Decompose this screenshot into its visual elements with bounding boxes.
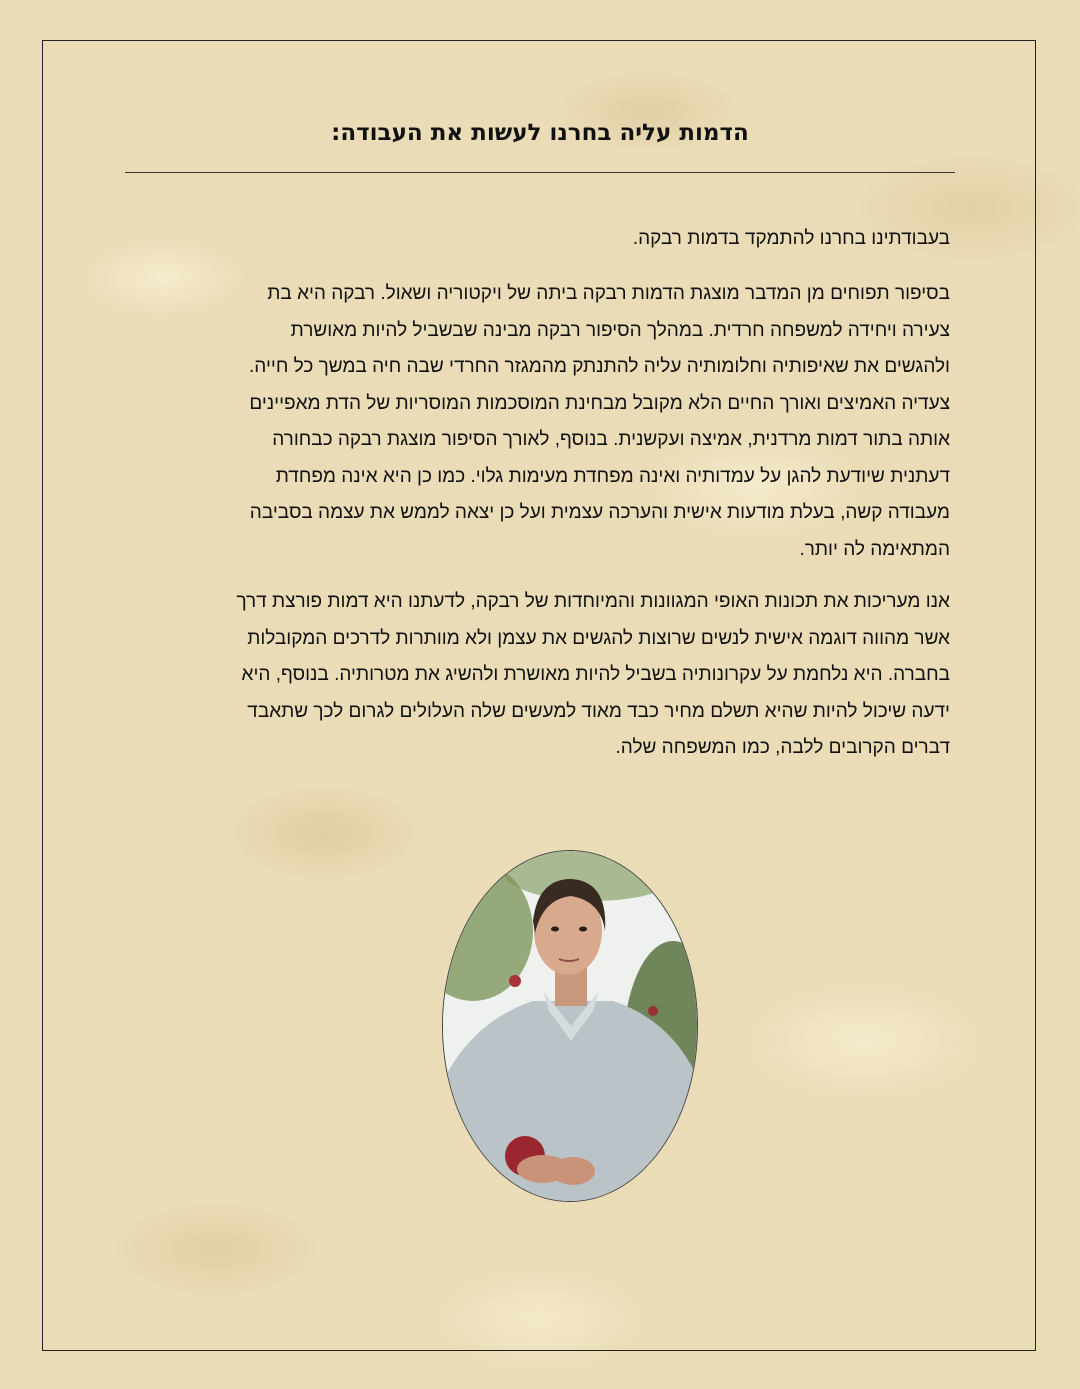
text-line: אנו מעריכות את תכונות האופי המגוונות והמיוחדות של רבקה, לדעתנו היא דמות פורצת דרך xyxy=(236,591,950,612)
page-title: הדמות עליה בחרנו לעשות את העבודה: xyxy=(331,120,749,146)
text-line: בעבודתינו בחרנו להתמקד בדמות רבקה. xyxy=(632,228,950,249)
title-divider xyxy=(125,172,955,173)
text-line: המתאימה לה יותר. xyxy=(799,538,950,560)
text-line: צעירה ויחידה למשפחה חרדית. במהלך הסיפור רבקה מבינה שבשביל להיות מאושרת xyxy=(290,319,950,341)
character-photo xyxy=(442,850,698,1202)
text-line: אותה בתור דמות מרדנית, אמיצה ועקשנית. בנוסף, לאורך הסיפור מוצגת רבקה כבחורה xyxy=(272,429,950,450)
text-line: דברים הקרובים ללבה, כמו המשפחה שלה. xyxy=(615,737,950,758)
intro-paragraph xyxy=(125,221,950,258)
text-line: ידעה שיכול להיות שהיא תשלם מחיר כבד מאוד למעשים שלה העלולים לגרום לכך שתאבד xyxy=(247,700,950,722)
text-line: בסיפור תפוחים מן המדבר מוצגת הדמות רבקה ביתה של ויקטוריה ושאול. רבקה היא בת xyxy=(267,283,950,304)
text-line: דעתנית שיודעת להגן על עמדותיה ואינה מפחדת מעימות גלוי. כמו כן היא אינה מפחדת xyxy=(275,465,950,487)
text-line: אשר מהווה דוגמה אישית לנשים שרוצות להגשים את עצמן ולא מוותרות לדרכים המקובלות xyxy=(247,627,950,649)
text-line: מעבודה קשה, בעלת מודעות אישית והערכה עצמית ועל כן יצאה לממש את עצמה בסביבה xyxy=(249,502,950,523)
portrait-illustration xyxy=(443,851,698,1202)
text-line: בחברה. היא נלחמת על עקרונותיה בשביל להיות מאושרת ולהשיג את מטרותיה. בנוסף, היא xyxy=(241,664,950,685)
opinion-paragraph xyxy=(125,584,950,767)
text-line: ולהגשים את שאיפותיה וחלומותיה עליה להתנתק מהמגזר החרדי שבה חיה במשך כל חייה. xyxy=(249,356,950,377)
character-description-paragraph xyxy=(125,276,950,568)
text-line: צעדיה האמיצים ואורך החיים הלא מקובל מבחינת המוסכמות המוסריות של הדת מאפיינים xyxy=(249,392,950,414)
